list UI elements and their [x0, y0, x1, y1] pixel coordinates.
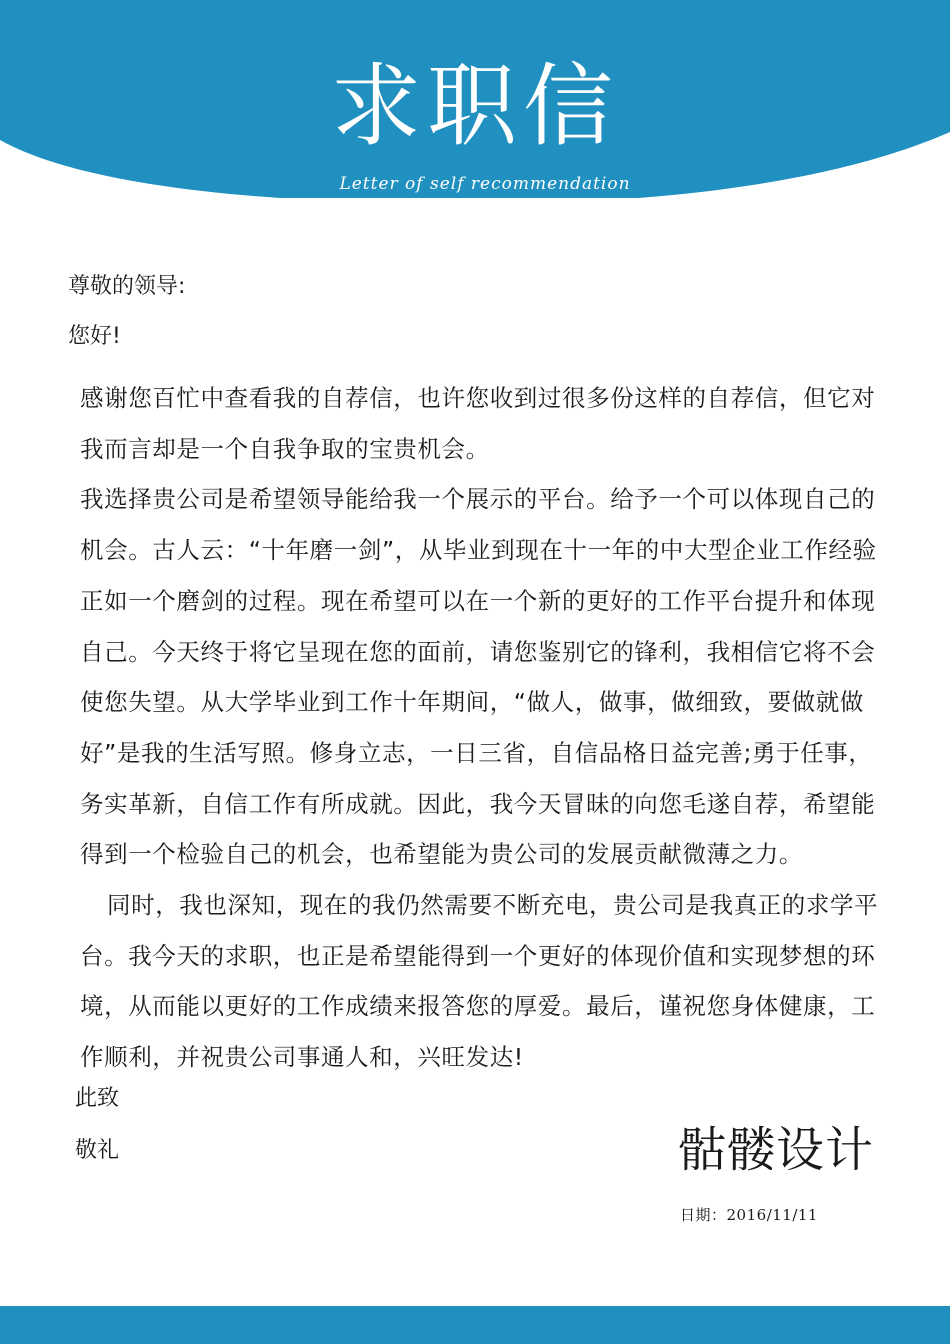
addressee: 尊敬的领导: [68, 274, 186, 299]
signature-date [680, 1204, 818, 1225]
footer-bar [0, 1306, 950, 1344]
greeting: 您好! [68, 324, 121, 349]
body-paragraph: 感谢您百忙中查看我的自荐信，也许您收到过很多份这样的自荐信，但它对我而言却是一个自我争取的宝贵机会。 [80, 384, 876, 463]
closing-line-2: 敬礼 [75, 1138, 120, 1163]
body-paragraph: 我选择贵公司是希望领导能给我一个展示的平台。给予一个可以体现自己的机会。古人云：“十年磨一剑”，从毕业到现在十一年的中大型企业工作经验正如一个磨剑的过程。现在希望可以在一个新的更好的工作平台提升和体现自己。今天终于将它呈现在您的面前，请您鉴别它的锋利，我相信它将不会使您失望。从大学毕业到工作十年期间，“做人，做事，做细致，要做就做好”是我的生活写照。修身立志，一日三省，自信品格日益完善;勇于任事，务实革新，自信工作有所成就。因此，我今天冒昧的向您毛遂自荐，希望能得到一个检验自己的机会，也希望能为贵公司的发展贡献微薄之力。 [80, 485, 877, 869]
letter-subtitle: Letter of self recommendation [339, 174, 631, 194]
date-label: 日期： [680, 1206, 727, 1224]
closing-line-1: 此致 [75, 1086, 120, 1111]
signature-name: 骷髅设计 [678, 1122, 875, 1178]
letter-title: 求职信 [331, 54, 619, 159]
letter-body [80, 373, 880, 1083]
body-paragraph: 同时，我也深知，现在的我仍然需要不断充电，贵公司是我真正的求学平台。我今天的求职，也正是希望能得到一个更好的体现价值和实现梦想的环境，从而能以更好的工作成绩来报答您的厚爱。最后，谨祝您身体健康，工作顺利，并祝贵公司事通人和，兴旺发达! [80, 891, 879, 1072]
date-value: 2016/11/11 [726, 1206, 818, 1224]
